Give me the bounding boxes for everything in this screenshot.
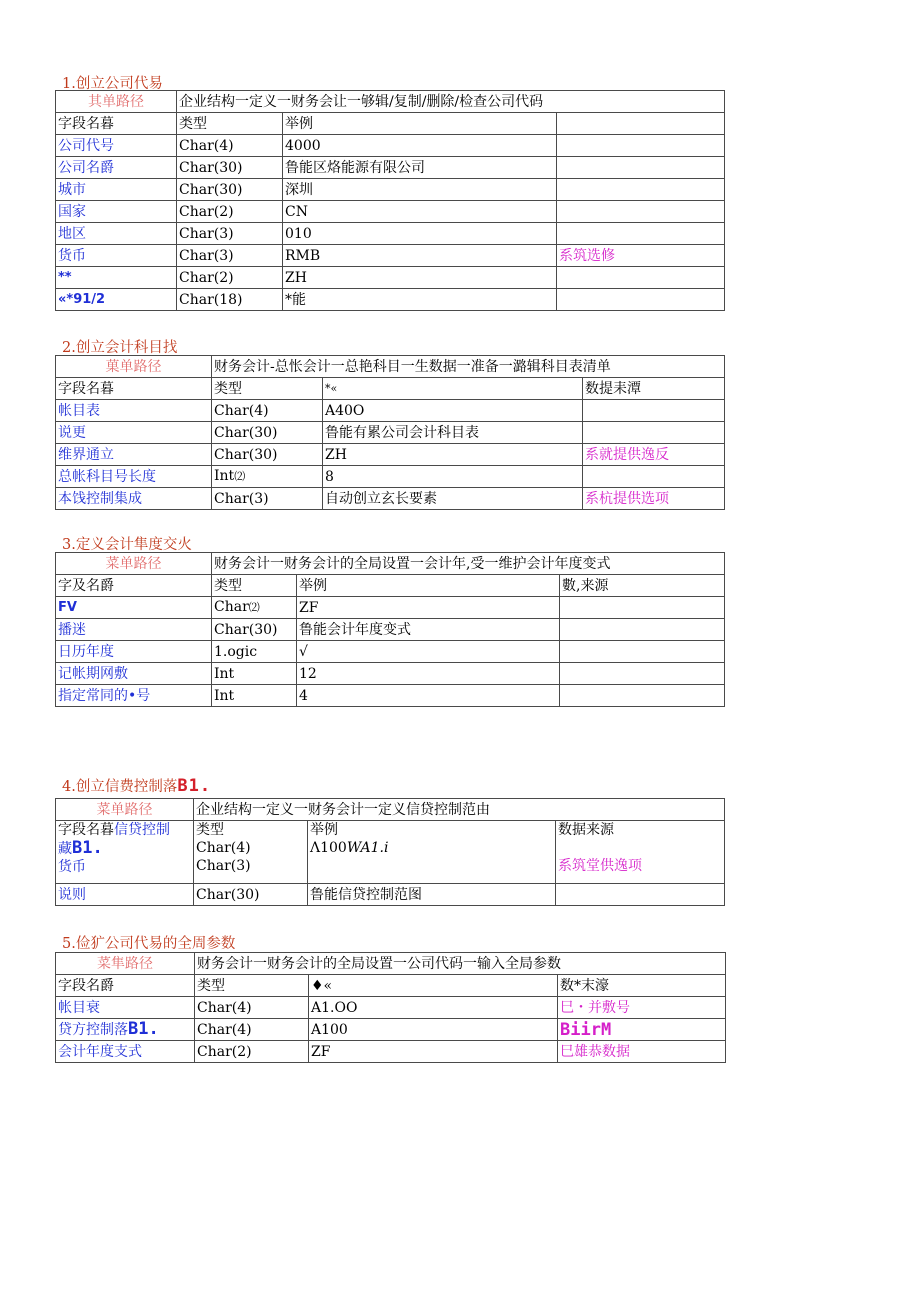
menu-path-value: 企业结构一定义一财务会让一够辑/复制/删除/检查公司代码 — [177, 91, 725, 113]
field-type — [212, 597, 297, 619]
menu-path-label: 菓单路径 — [56, 356, 212, 378]
field-name: «*91/2 — [56, 289, 177, 311]
section-2-title: 2.创立会计科目找 — [62, 340, 178, 356]
header-type: 类型 — [195, 975, 309, 997]
field-example: 鲁能信贷控制范图 — [308, 884, 556, 906]
field-source — [557, 157, 725, 179]
header-source: 数*末濠 — [558, 975, 726, 997]
field-source — [560, 685, 725, 707]
menu-path-value: 财务会计-总怅会计一总艳科目一生数据一准备一潞辑科目表清单 — [212, 356, 725, 378]
header-field: 字及名爵 — [56, 575, 212, 597]
field-type: Char(2) — [195, 1041, 309, 1063]
field-example: 深圳 — [283, 179, 557, 201]
field-example: 鲁能有累公司会计科目表 — [323, 422, 583, 444]
field-source — [560, 641, 725, 663]
table-row — [56, 444, 725, 466]
header-row — [56, 113, 725, 135]
section-5-table — [55, 952, 726, 1063]
field-type: Char(3) — [177, 245, 283, 267]
field-name-text: 藏 — [58, 841, 72, 857]
field-example: *能 — [283, 289, 557, 311]
field-source: 系筑堂供逸项 — [558, 858, 642, 874]
table-row — [56, 597, 725, 619]
field-name: 总帐科目号长度 — [56, 466, 212, 488]
field-type: Char(30) — [194, 884, 308, 906]
field-example: 鲁能区烙能源有限公司 — [283, 157, 557, 179]
menu-path-row — [56, 553, 725, 575]
table-row — [56, 884, 725, 906]
menu-path-value: 企业结构一定义一财务会计一定义信贷控制范由 — [194, 799, 725, 821]
section-4-title-text: 4.创立信费控制落 — [62, 779, 178, 795]
header-source: 数提耒潭 — [583, 378, 725, 400]
table-row — [56, 663, 725, 685]
section-3-table — [55, 552, 725, 707]
field-type: 1.ogic — [212, 641, 297, 663]
table-row — [56, 685, 725, 707]
field-example: 自动创立玄长要素 — [323, 488, 583, 510]
field-source — [560, 597, 725, 619]
table-row — [56, 997, 726, 1019]
header-field: 字段名爵 — [56, 975, 195, 997]
field-type: Int — [212, 663, 297, 685]
header-example: ♦« — [309, 975, 558, 997]
field-example-italic: WA1.i — [346, 840, 389, 856]
table-row — [56, 267, 725, 289]
field-name: 维界通立 — [56, 444, 212, 466]
field-source — [556, 884, 725, 906]
field-name: 货币 — [58, 859, 86, 875]
field-source — [557, 135, 725, 157]
header-row — [56, 575, 725, 597]
table-row — [56, 466, 725, 488]
field-type: Char(2) — [177, 201, 283, 223]
table-row — [56, 1019, 726, 1041]
table-row — [56, 1041, 726, 1063]
field-example: ZF — [297, 597, 560, 619]
field-name: 会计年度支式 — [56, 1041, 195, 1063]
field-source-cell — [556, 821, 725, 884]
header-row — [56, 975, 726, 997]
field-source — [560, 663, 725, 685]
field-name: 货币 — [56, 245, 177, 267]
field-type: Char(4) — [177, 135, 283, 157]
field-example: A100 — [309, 1019, 558, 1041]
field-type: Char(30) — [212, 422, 323, 444]
field-type-sub: ⑵ — [248, 601, 260, 614]
menu-path-label: 菜单路径 — [56, 553, 212, 575]
field-source — [557, 201, 725, 223]
field-name: 播迷 — [56, 619, 212, 641]
header-field: 字段名暮 — [56, 113, 177, 135]
field-type-main: Int — [214, 468, 235, 484]
field-type-cell — [194, 821, 308, 884]
field-type: Char(3) — [212, 488, 323, 510]
header-row — [56, 378, 725, 400]
field-type-sub: ⑵ — [234, 470, 246, 483]
field-source — [557, 179, 725, 201]
field-type: Char(18) — [177, 289, 283, 311]
field-example: 鲁能会计年度变式 — [297, 619, 560, 641]
field-type: Char(30) — [212, 619, 297, 641]
section-1-title: 1.创立公司代易 — [62, 76, 163, 92]
field-example: ZH — [283, 267, 557, 289]
field-example: ZF — [309, 1041, 558, 1063]
field-name: 公司名爵 — [56, 157, 177, 179]
header-type: 类型 — [212, 378, 323, 400]
header-example: *« — [323, 378, 583, 400]
field-type: Char(30) — [177, 179, 283, 201]
table-row — [56, 821, 725, 884]
header-example: 举例 — [297, 575, 560, 597]
header-field: 字段名暮 — [56, 378, 212, 400]
field-type-main: Char — [214, 599, 249, 615]
table-row — [56, 641, 725, 663]
field-example: 4000 — [283, 135, 557, 157]
field-example: ZH — [323, 444, 583, 466]
field-example: 8 — [323, 466, 583, 488]
field-type: Char(2) — [177, 267, 283, 289]
field-name-code: B1. — [128, 1019, 159, 1039]
table-row — [56, 157, 725, 179]
menu-path-label: 其单路径 — [56, 91, 177, 113]
field-example: 010 — [283, 223, 557, 245]
field-name: 说更 — [56, 422, 212, 444]
section-4-table — [55, 798, 725, 906]
field-name: FV — [56, 597, 212, 619]
field-example: RMB — [283, 245, 557, 267]
field-source: 巳・并敷号 — [558, 997, 726, 1019]
field-source — [583, 400, 725, 422]
field-example-cell — [308, 821, 556, 884]
field-type: Char(4) — [195, 997, 309, 1019]
field-example: CN — [283, 201, 557, 223]
field-type: Char(4) — [212, 400, 323, 422]
field-name: 本饯控制集成 — [56, 488, 212, 510]
field-example — [310, 839, 553, 857]
header-source: 数据来源 — [558, 822, 614, 838]
section-4-title-code: B1. — [177, 776, 212, 796]
field-type: Int — [212, 685, 297, 707]
table-row — [56, 619, 725, 641]
field-example-main: Λ100 — [310, 840, 347, 856]
field-name-code: B1. — [72, 838, 103, 858]
menu-path-row — [56, 799, 725, 821]
field-name: 说则 — [56, 884, 194, 906]
header-source — [557, 113, 725, 135]
table-row — [56, 488, 725, 510]
section-2-table — [55, 355, 725, 510]
header-type: 类型 — [177, 113, 283, 135]
section-5-title: 5.俭犷公司代易的全周参数 — [62, 936, 236, 952]
field-type: Char(3) — [196, 858, 251, 874]
field-name — [56, 1019, 195, 1041]
field-name-line2 — [58, 839, 191, 858]
table-row — [56, 289, 725, 311]
menu-path-value: 财务会计一财务会计的全局设置一公司代码一输入全局参数 — [195, 953, 726, 975]
field-name-line1 — [58, 821, 191, 839]
section-4-title — [62, 775, 211, 796]
field-name: 公司代号 — [56, 135, 177, 157]
field-source — [583, 466, 725, 488]
table-row — [56, 400, 725, 422]
section-3-title: 3.定义会计隼度交火 — [62, 537, 192, 553]
table-row — [56, 201, 725, 223]
section-1-table — [55, 90, 725, 311]
field-name: ** — [56, 267, 177, 289]
menu-path-label: 菜单路径 — [56, 799, 194, 821]
field-name-text: 贷方控制落 — [58, 1022, 128, 1038]
field-name: 日历年度 — [56, 641, 212, 663]
field-source: 系杭提供选项 — [583, 488, 725, 510]
table-row — [56, 135, 725, 157]
table-row — [56, 179, 725, 201]
menu-path-row — [56, 953, 726, 975]
field-source — [557, 223, 725, 245]
field-source — [557, 267, 725, 289]
field-type: Char(4) — [195, 1019, 309, 1041]
field-type — [212, 466, 323, 488]
table-row — [56, 422, 725, 444]
header-type: 类型 — [212, 575, 297, 597]
field-name: 记帐期网敷 — [56, 663, 212, 685]
field-source: 系筑选修 — [557, 245, 725, 267]
header-type: 类型 — [196, 822, 224, 838]
header-source: 數,来源 — [560, 575, 725, 597]
field-name: 城市 — [56, 179, 177, 201]
field-name: 信贷控制 — [114, 822, 170, 838]
field-example: 4 — [297, 685, 560, 707]
field-type: Char(4) — [196, 840, 251, 856]
header-example: 举例 — [283, 113, 557, 135]
table-row — [56, 223, 725, 245]
menu-path-value: 财务会计一财务会计的全局设置一会计年,受一维护会计年度变式 — [212, 553, 725, 575]
field-name: 国家 — [56, 201, 177, 223]
field-name: 地区 — [56, 223, 177, 245]
field-name: 指定常同的•号 — [56, 685, 212, 707]
field-type: Char(30) — [212, 444, 323, 466]
field-name: 帐目衰 — [56, 997, 195, 1019]
field-source — [557, 289, 725, 311]
field-type: Char(30) — [177, 157, 283, 179]
field-source: BiirM — [558, 1019, 726, 1041]
field-name-cell — [56, 821, 194, 884]
field-name: 帐目表 — [56, 400, 212, 422]
menu-path-label: 菜隼路径 — [56, 953, 195, 975]
menu-path-row — [56, 91, 725, 113]
field-type: Char(3) — [177, 223, 283, 245]
field-source: 巳雄恭数据 — [558, 1041, 726, 1063]
header-example: 举例 — [310, 822, 338, 838]
field-example: 12 — [297, 663, 560, 685]
field-example: A40O — [323, 400, 583, 422]
field-source — [583, 422, 725, 444]
field-example: A1.OO — [309, 997, 558, 1019]
field-source — [560, 619, 725, 641]
menu-path-row — [56, 356, 725, 378]
header-field: 字段名暮 — [58, 822, 114, 838]
field-source: 系就提供逸反 — [583, 444, 725, 466]
table-row — [56, 245, 725, 267]
field-example: √ — [297, 641, 560, 663]
